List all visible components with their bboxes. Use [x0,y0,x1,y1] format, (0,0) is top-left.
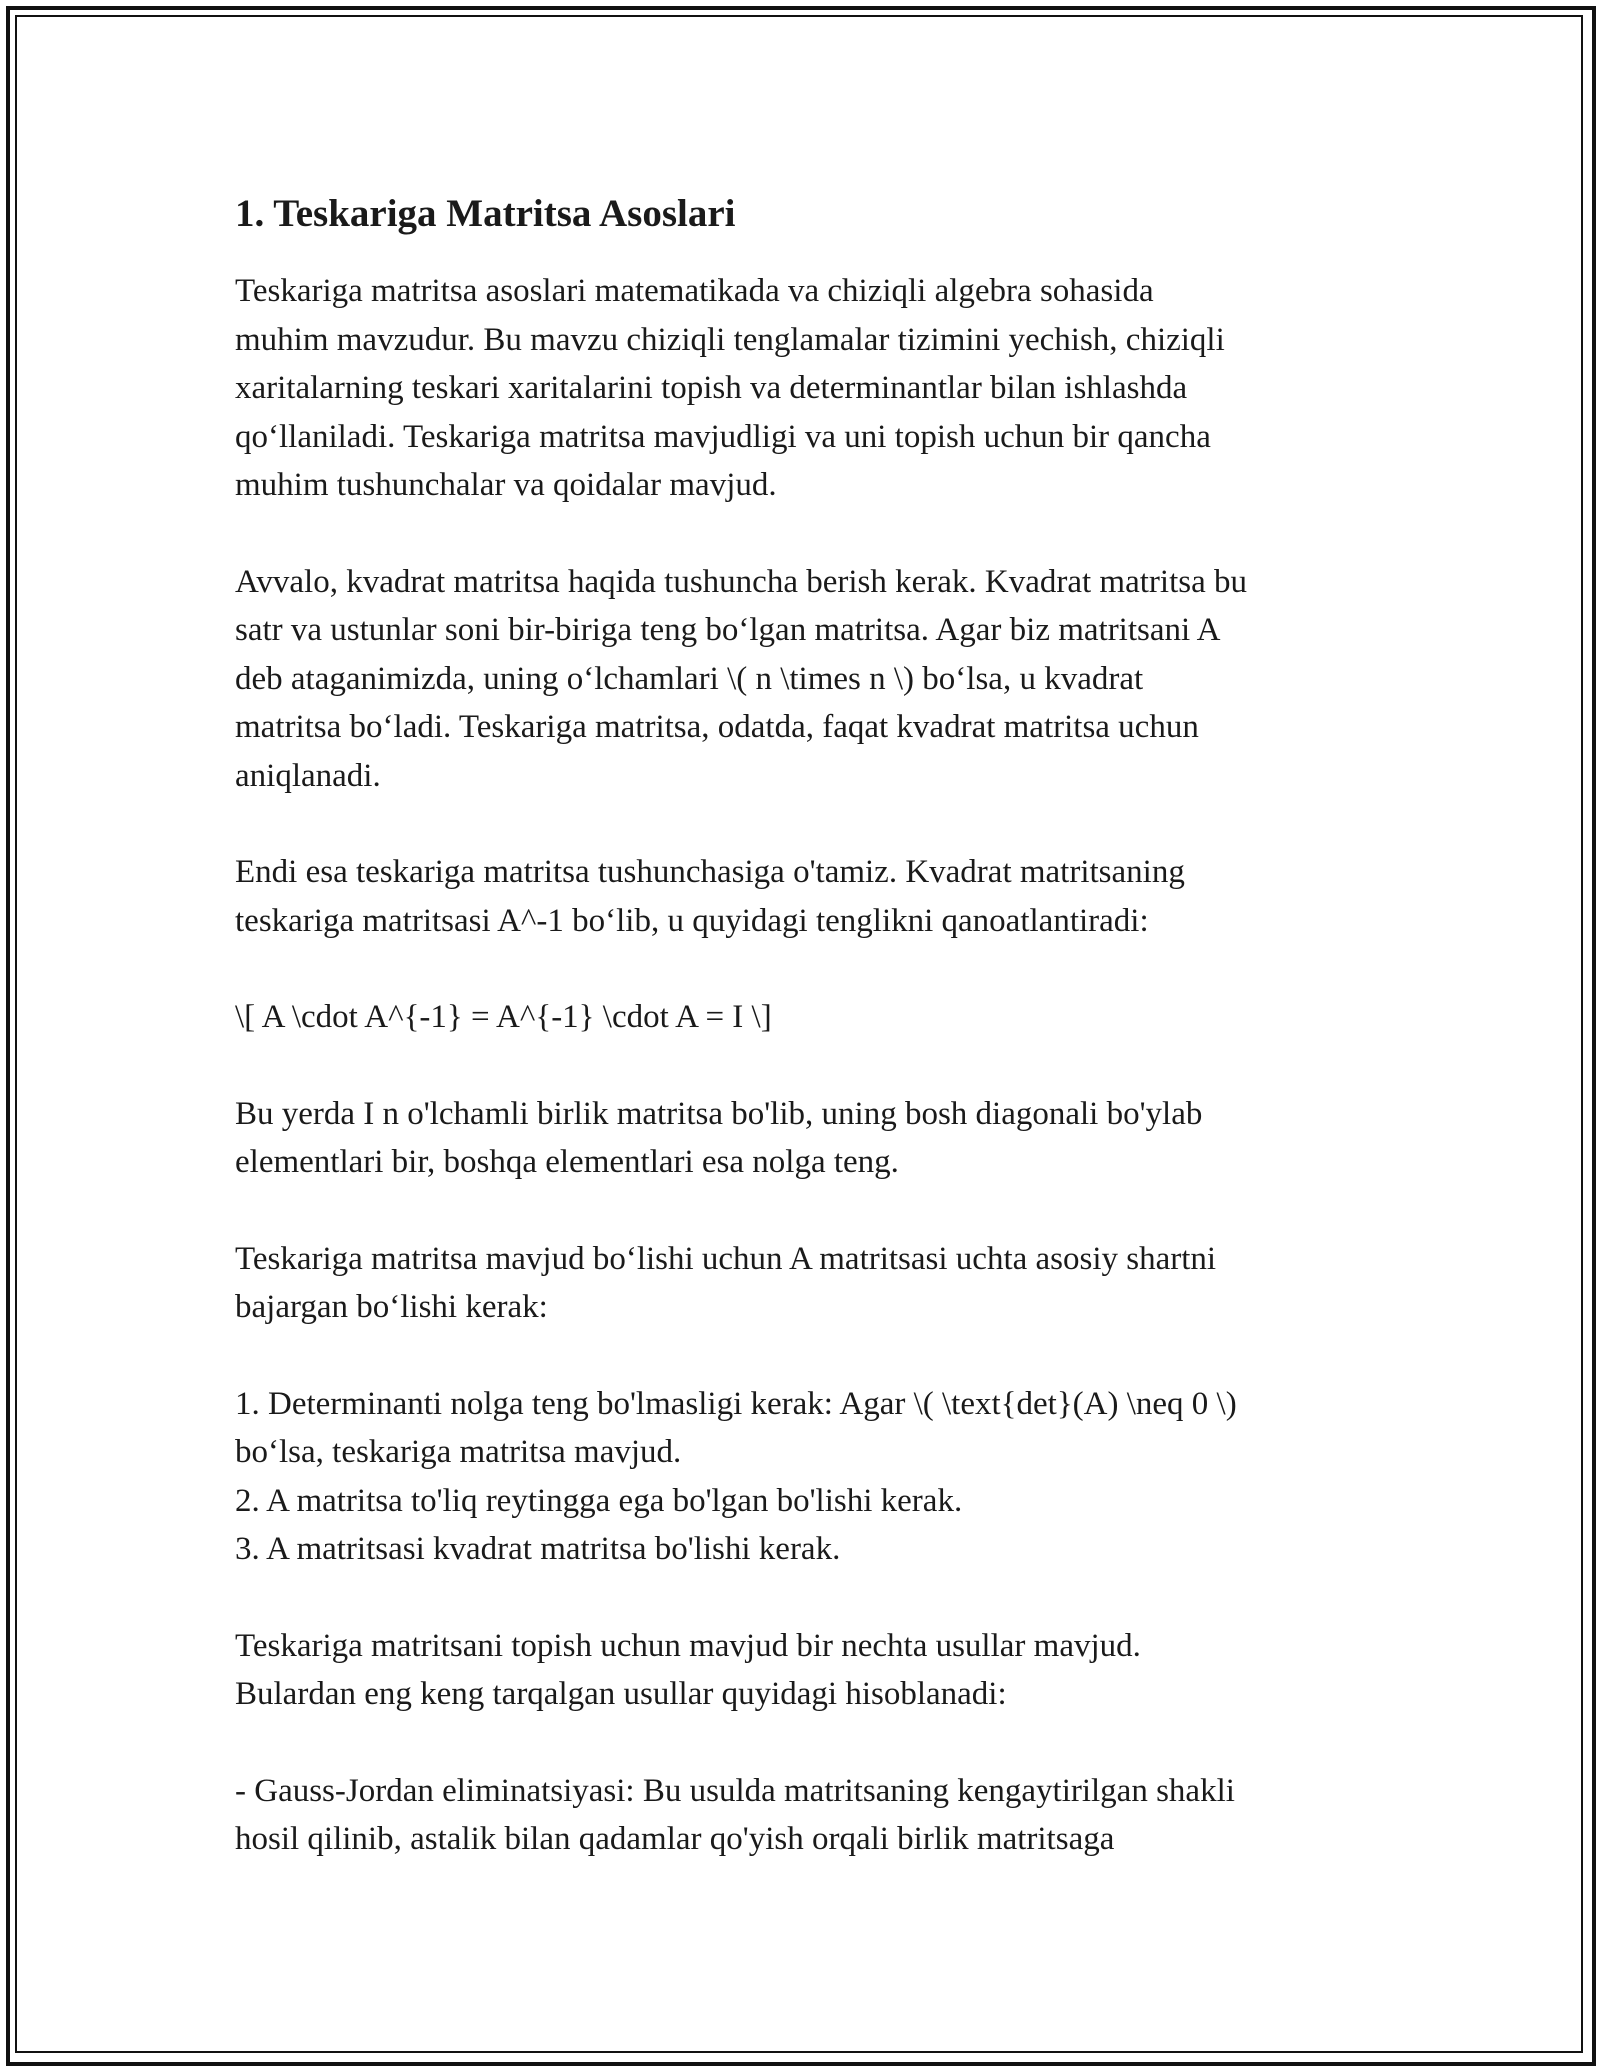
equation-text: \[ A \cdot A^{-1} = A^{-1} \cdot A = I \] [235,999,772,1035]
text-line: qo‘llaniladi. Teskariga matritsa mavjudligi va uni topish uchun bir qancha [235,418,1211,455]
list-item: bo‘lsa, teskariga matritsa mavjud. [235,1434,682,1470]
list-item: 2. A matritsa to'liq reytingga ega bo'lgan bo'lishi kerak. [235,1482,963,1519]
list-item: 3. A matritsasi kvadrat matritsa bo'lishi kerak. [235,1531,841,1567]
paragraph-square-matrix [235,558,1395,801]
paragraph-conditions-intro [235,1235,1395,1332]
text-line: Bu yerda I n o'lchamli birlik matritsa bo'lib, uning bosh diagonali bo'ylab [235,1095,1203,1132]
section-heading: 1. Teskariga Matritsa Asoslari [235,192,736,235]
paragraph-intro [235,267,1395,510]
document-body [235,186,1395,1912]
text-line: Bulardan eng keng tarqalgan usullar quyidagi hisoblanadi: [235,1676,1007,1712]
text-line: aniqlanadi. [235,757,381,794]
text-line: xaritalarning teskari xaritalarini topish va determinantlar bilan ishlashda [235,370,1188,406]
text-line: muhim mavzudur. Bu mavzu chiziqli tenglamalar tizimini yechish, chiziqli [235,321,1225,358]
text-line: muhim tushunchalar va qoidalar mavjud. [235,467,777,503]
text-line: Teskariga matritsa mavjud bo‘lishi uchun A matritsasi uchta asosiy shartni [235,1240,1217,1277]
paragraph-methods-intro [235,1622,1395,1719]
text-line: elementlari bir, boshqa elementlari esa nolga teng. [235,1144,899,1180]
text-line: matritsa bo‘ladi. Teskariga matritsa, odatda, faqat kvadrat matritsa uchun [235,709,1199,745]
conditions-list [235,1380,1395,1574]
paragraph-inverse-definition [235,848,1395,945]
paragraph-identity-matrix [235,1090,1395,1187]
text-line: deb ataganimizda, uning o‘lchamlari \( n \times n \) bo‘lsa, u kvadrat [235,660,1144,697]
text-line: Teskariga matritsani topish uchun mavjud bir nechta usullar mavjud. [235,1627,1141,1664]
list-item: 1. Determinanti nolga teng bo'lmasligi kerak: Agar \( \text{det}(A) \neq 0 \) [235,1385,1237,1422]
text-line: - Gauss-Jordan eliminatsiyasi: Bu usulda matritsaning kengaytirilgan shakli [235,1772,1235,1809]
text-line: satr va ustunlar soni bir-biriga teng bo‘lgan matritsa. Agar biz matritsani A [235,612,1221,648]
paragraph-gauss-jordan [235,1767,1395,1864]
equation-line [235,993,1395,1042]
text-line: teskariga matritsasi A^-1 bo‘lib, u quyidagi tenglikni qanoatlantiradi: [235,902,1149,939]
text-line: hosil qilinib, astalik bilan qadamlar qo'yish orqali birlik matritsaga [235,1821,1115,1857]
text-line: Avvalo, kvadrat matritsa haqida tushuncha berish kerak. Kvadrat matritsa bu [235,563,1247,600]
text-line: Endi esa teskariga matritsa tushunchasiga o'tamiz. Kvadrat matritsaning [235,854,1185,890]
text-line: bajargan bo‘lishi kerak: [235,1289,548,1325]
text-line: Teskariga matritsa asoslari matematikada va chiziqli algebra sohasida [235,273,1154,309]
